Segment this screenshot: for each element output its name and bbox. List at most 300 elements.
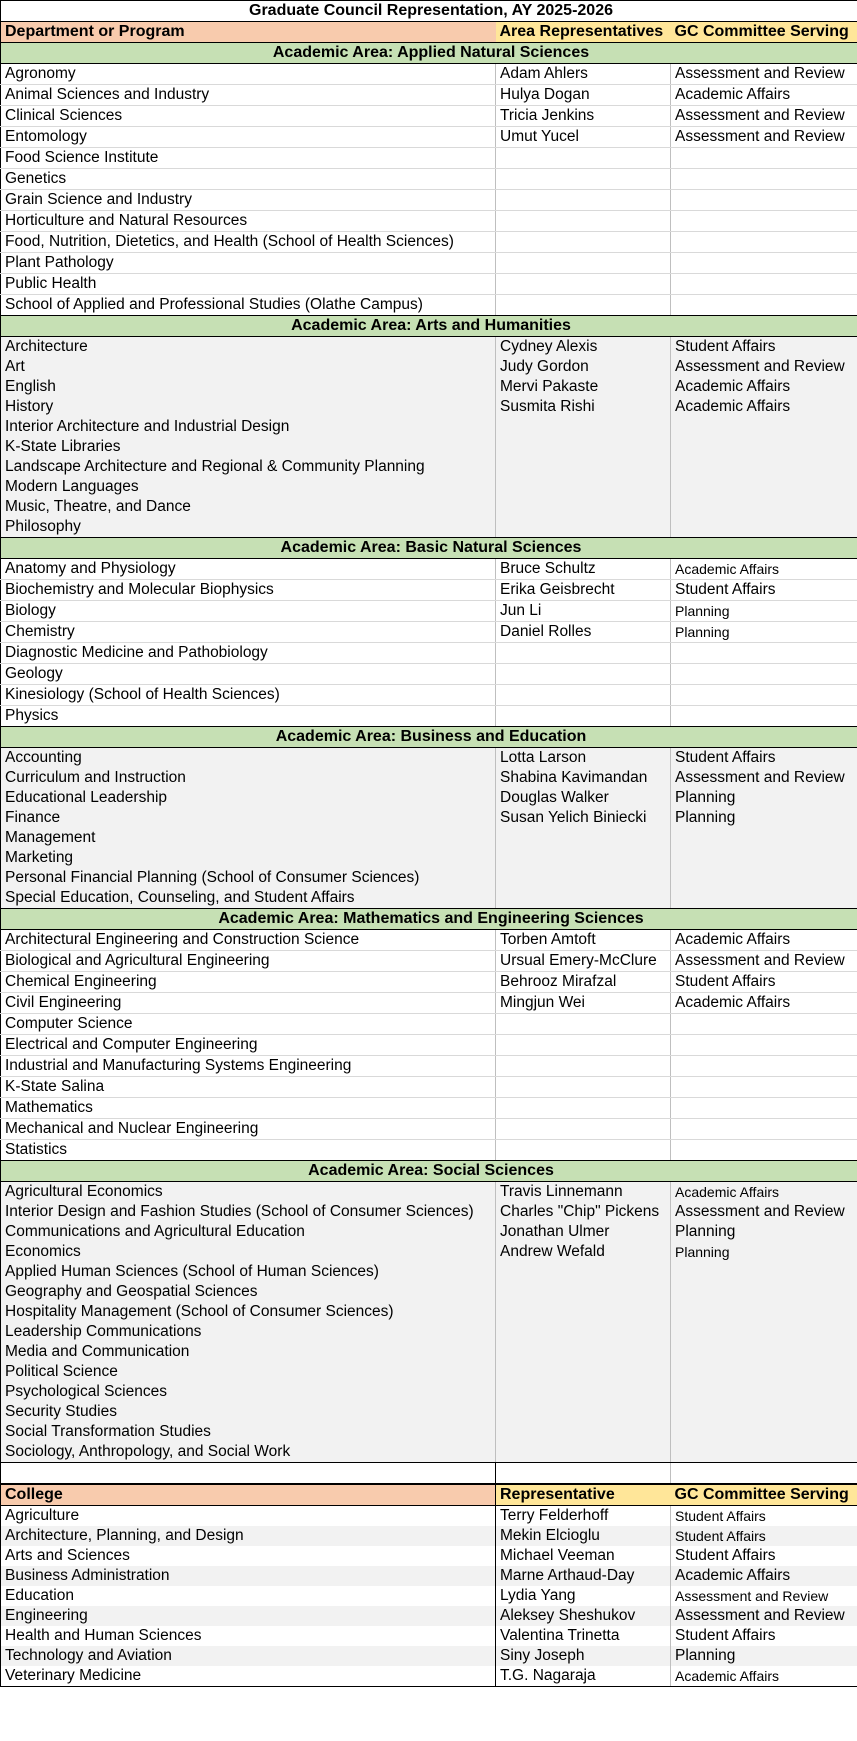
representative-cell: Lotta Larson — [496, 748, 671, 769]
department-cell: Public Health — [1, 274, 496, 295]
representative-cell — [496, 1119, 671, 1140]
representative-cell — [496, 148, 671, 169]
department-cell: Modern Languages — [1, 477, 496, 497]
table-row — [1, 1222, 857, 1242]
committee-cell: Student Affairs — [671, 748, 857, 769]
department-cell: Educational Leadership — [1, 788, 496, 808]
department-cell: Interior Design and Fashion Studies (School of Consumer Sciences) — [1, 1202, 496, 1222]
representative-cell — [496, 828, 671, 848]
department-cell: Anatomy and Physiology — [1, 559, 496, 580]
college-cell: Education — [1, 1586, 496, 1606]
representative-cell — [496, 295, 671, 316]
area-header-row — [1, 43, 857, 64]
department-cell: Art — [1, 357, 496, 377]
area-header: Academic Area: Basic Natural Sciences — [1, 538, 857, 559]
table-row — [1, 437, 857, 457]
header-college-committee: GC Committee Serving — [671, 1484, 857, 1506]
representative-cell — [496, 706, 671, 727]
department-cell: Landscape Architecture and Regional & Community Planning — [1, 457, 496, 477]
representative-cell — [496, 477, 671, 497]
representative-cell: Cydney Alexis — [496, 337, 671, 358]
committee-cell — [671, 1342, 857, 1362]
table-row — [1, 1282, 857, 1302]
header-college: College — [1, 1484, 496, 1506]
committee-cell — [671, 664, 857, 685]
college-row — [1, 1586, 857, 1606]
committee-cell — [671, 1014, 857, 1035]
college-cell: Agriculture — [1, 1506, 496, 1527]
committee-cell: Student Affairs — [671, 972, 857, 993]
college-cell: Veterinary Medicine — [1, 1666, 496, 1687]
area-header: Academic Area: Arts and Humanities — [1, 316, 857, 337]
committee-cell — [671, 417, 857, 437]
representative-cell — [496, 1422, 671, 1442]
department-cell: Political Science — [1, 1362, 496, 1382]
representative-cell: T.G. Nagaraja — [496, 1666, 671, 1687]
department-cell: Media and Communication — [1, 1342, 496, 1362]
committee-cell: Planning — [671, 788, 857, 808]
representative-cell: Hulya Dogan — [496, 85, 671, 106]
table-row — [1, 1035, 857, 1056]
header-department: Department or Program — [1, 22, 496, 43]
department-cell: Philosophy — [1, 517, 496, 538]
committee-cell — [671, 232, 857, 253]
table-row — [1, 972, 857, 993]
representative-cell — [496, 1402, 671, 1422]
table-row — [1, 643, 857, 664]
committee-cell — [671, 1302, 857, 1322]
table-row — [1, 64, 857, 85]
representative-cell: Torben Amtoft — [496, 930, 671, 951]
page-title: Graduate Council Representation, AY 2025-2026 — [1, 1, 857, 22]
committee-cell — [671, 517, 857, 538]
column-header-row — [1, 22, 857, 43]
representative-cell: Jun Li — [496, 601, 671, 622]
representative-cell — [496, 497, 671, 517]
department-cell: Statistics — [1, 1140, 496, 1161]
representative-cell — [496, 232, 671, 253]
representative-cell — [496, 685, 671, 706]
department-cell: Geography and Geospatial Sciences — [1, 1282, 496, 1302]
department-cell: Psychological Sciences — [1, 1382, 496, 1402]
college-header-row — [1, 1484, 857, 1506]
department-cell: Geology — [1, 664, 496, 685]
department-cell: Curriculum and Instruction — [1, 768, 496, 788]
representative-cell — [496, 643, 671, 664]
college-cell: Engineering — [1, 1606, 496, 1626]
department-cell: Architectural Engineering and Construction Science — [1, 930, 496, 951]
representative-cell — [496, 190, 671, 211]
representative-cell — [496, 888, 671, 909]
department-cell: Biological and Agricultural Engineering — [1, 951, 496, 972]
committee-cell — [671, 1098, 857, 1119]
committee-cell — [671, 1382, 857, 1402]
committee-cell: Assessment and Review — [671, 768, 857, 788]
department-cell: Communications and Agricultural Education — [1, 1222, 496, 1242]
representative-cell: Adam Ahlers — [496, 64, 671, 85]
table-row — [1, 930, 857, 951]
committee-cell: Assessment and Review — [671, 1606, 857, 1626]
table-row — [1, 559, 857, 580]
department-cell: Management — [1, 828, 496, 848]
college-row — [1, 1506, 857, 1527]
department-cell: Mathematics — [1, 1098, 496, 1119]
committee-cell — [671, 1362, 857, 1382]
table-row — [1, 337, 857, 358]
representative-cell: Terry Felderhoff — [496, 1506, 671, 1527]
representative-cell: Bruce Schultz — [496, 559, 671, 580]
table-row — [1, 685, 857, 706]
representative-cell — [496, 1014, 671, 1035]
table-row — [1, 848, 857, 868]
representative-cell — [496, 253, 671, 274]
area-header: Academic Area: Applied Natural Sciences — [1, 43, 857, 64]
table-row — [1, 397, 857, 417]
department-cell: Food, Nutrition, Dietetics, and Health (School of Health Sciences) — [1, 232, 496, 253]
department-cell: Grain Science and Industry — [1, 190, 496, 211]
committee-cell: Student Affairs — [671, 1546, 857, 1566]
department-cell: Clinical Sciences — [1, 106, 496, 127]
committee-cell: Student Affairs — [671, 337, 857, 358]
committee-cell — [671, 706, 857, 727]
department-cell: Electrical and Computer Engineering — [1, 1035, 496, 1056]
table-row — [1, 517, 857, 538]
committee-cell — [671, 1422, 857, 1442]
department-cell: Kinesiology (School of Health Sciences) — [1, 685, 496, 706]
department-cell: Security Studies — [1, 1402, 496, 1422]
committee-cell: Assessment and Review — [671, 357, 857, 377]
area-header-row — [1, 1161, 857, 1182]
committee-cell: Assessment and Review — [671, 951, 857, 972]
table-row — [1, 295, 857, 316]
committee-cell: Academic Affairs — [671, 85, 857, 106]
representative-cell: Behrooz Mirafzal — [496, 972, 671, 993]
college-row — [1, 1526, 857, 1546]
representative-cell: Susmita Rishi — [496, 397, 671, 417]
committee-cell: Planning — [671, 601, 857, 622]
department-cell: Accounting — [1, 748, 496, 769]
representative-cell — [496, 1442, 671, 1463]
committee-cell — [671, 685, 857, 706]
committee-cell — [671, 295, 857, 316]
table-row — [1, 828, 857, 848]
header-committee: GC Committee Serving — [671, 22, 857, 43]
representative-cell — [496, 1077, 671, 1098]
table-row — [1, 1182, 857, 1203]
area-header-row — [1, 538, 857, 559]
department-cell: Interior Architecture and Industrial Design — [1, 417, 496, 437]
table-row — [1, 706, 857, 727]
representative-cell: Siny Joseph — [496, 1646, 671, 1666]
table-row — [1, 1098, 857, 1119]
table-row — [1, 1202, 857, 1222]
representative-cell: Marne Arthaud-Day — [496, 1566, 671, 1586]
committee-cell: Student Affairs — [671, 1526, 857, 1546]
department-cell: Animal Sciences and Industry — [1, 85, 496, 106]
committee-cell: Planning — [671, 808, 857, 828]
committee-cell: Assessment and Review — [671, 127, 857, 148]
representative-cell: Judy Gordon — [496, 357, 671, 377]
representative-cell: Erika Geisbrecht — [496, 580, 671, 601]
table-row — [1, 951, 857, 972]
representative-cell — [496, 274, 671, 295]
area-header-row — [1, 727, 857, 748]
department-cell: Leadership Communications — [1, 1322, 496, 1342]
table-row — [1, 127, 857, 148]
department-cell: Personal Financial Planning (School of Consumer Sciences) — [1, 868, 496, 888]
department-cell: Computer Science — [1, 1014, 496, 1035]
college-row — [1, 1546, 857, 1566]
college-cell: Health and Human Sciences — [1, 1626, 496, 1646]
department-cell: Chemical Engineering — [1, 972, 496, 993]
representative-cell — [496, 1262, 671, 1282]
committee-cell — [671, 211, 857, 232]
representative-cell — [496, 169, 671, 190]
department-cell: Finance — [1, 808, 496, 828]
committee-cell: Academic Affairs — [671, 1566, 857, 1586]
committee-cell — [671, 1322, 857, 1342]
department-cell: Chemistry — [1, 622, 496, 643]
department-cell: Applied Human Sciences (School of Human Sciences) — [1, 1262, 496, 1282]
committee-cell — [671, 1140, 857, 1161]
area-header: Academic Area: Mathematics and Engineering Sciences — [1, 909, 857, 930]
department-cell: Marketing — [1, 848, 496, 868]
area-header: Academic Area: Business and Education — [1, 727, 857, 748]
department-cell: Genetics — [1, 169, 496, 190]
committee-cell: Student Affairs — [671, 1626, 857, 1646]
committee-cell — [671, 497, 857, 517]
table-row — [1, 417, 857, 437]
department-cell: Social Transformation Studies — [1, 1422, 496, 1442]
department-cell: English — [1, 377, 496, 397]
committee-cell — [671, 253, 857, 274]
committee-cell: Planning — [671, 1646, 857, 1666]
table-row — [1, 1140, 857, 1161]
committee-cell — [671, 1056, 857, 1077]
college-cell: Arts and Sciences — [1, 1546, 496, 1566]
department-cell: Agronomy — [1, 64, 496, 85]
committee-cell: Academic Affairs — [671, 1666, 857, 1687]
department-cell: Entomology — [1, 127, 496, 148]
table-row — [1, 993, 857, 1014]
table-row — [1, 1382, 857, 1402]
representative-cell: Shabina Kavimandan — [496, 768, 671, 788]
committee-cell — [671, 274, 857, 295]
table-row — [1, 106, 857, 127]
committee-cell: Academic Affairs — [671, 559, 857, 580]
committee-cell: Academic Affairs — [671, 993, 857, 1014]
table-row — [1, 888, 857, 909]
department-cell: History — [1, 397, 496, 417]
college-cell: Technology and Aviation — [1, 1646, 496, 1666]
table-row — [1, 85, 857, 106]
representative-cell — [496, 417, 671, 437]
representative-cell — [496, 664, 671, 685]
table-row — [1, 580, 857, 601]
committee-cell: Planning — [671, 622, 857, 643]
committee-cell: Academic Affairs — [671, 397, 857, 417]
committee-cell — [671, 457, 857, 477]
table-row — [1, 1014, 857, 1035]
table-row — [1, 253, 857, 274]
table-row — [1, 148, 857, 169]
table-row — [1, 868, 857, 888]
department-cell: Industrial and Manufacturing Systems Engineering — [1, 1056, 496, 1077]
title-row — [1, 1, 857, 22]
department-cell: Special Education, Counseling, and Student Affairs — [1, 888, 496, 909]
representative-cell: Charles "Chip" Pickens — [496, 1202, 671, 1222]
department-cell: Architecture — [1, 337, 496, 358]
spacer-cell — [496, 1463, 671, 1485]
table-row — [1, 377, 857, 397]
committee-cell — [671, 828, 857, 848]
representative-cell: Mingjun Wei — [496, 993, 671, 1014]
table-row — [1, 477, 857, 497]
table-row — [1, 1262, 857, 1282]
table-row — [1, 768, 857, 788]
college-row — [1, 1606, 857, 1626]
representative-cell — [496, 211, 671, 232]
representative-cell — [496, 1382, 671, 1402]
representative-cell: Umut Yucel — [496, 127, 671, 148]
representative-cell — [496, 1098, 671, 1119]
committee-cell — [671, 1402, 857, 1422]
representative-cell: Mekin Elcioglu — [496, 1526, 671, 1546]
table-row — [1, 457, 857, 477]
representative-cell: Lydia Yang — [496, 1586, 671, 1606]
table-row — [1, 1119, 857, 1140]
spacer-row — [1, 1463, 857, 1485]
spacer-cell — [1, 1463, 496, 1485]
representative-cell — [496, 517, 671, 538]
area-header-row — [1, 316, 857, 337]
table-row — [1, 788, 857, 808]
department-cell: Sociology, Anthropology, and Social Work — [1, 1442, 496, 1463]
representative-cell — [496, 848, 671, 868]
committee-cell — [671, 1119, 857, 1140]
table-row — [1, 1342, 857, 1362]
representative-cell — [496, 1282, 671, 1302]
committee-cell — [671, 1282, 857, 1302]
area-header: Academic Area: Social Sciences — [1, 1161, 857, 1182]
representative-cell: Aleksey Sheshukov — [496, 1606, 671, 1626]
committee-cell: Assessment and Review — [671, 1202, 857, 1222]
table-row — [1, 190, 857, 211]
committee-cell — [671, 1035, 857, 1056]
representative-cell: Andrew Wefald — [496, 1242, 671, 1262]
table-row — [1, 357, 857, 377]
department-cell: Food Science Institute — [1, 148, 496, 169]
committee-cell: Planning — [671, 1222, 857, 1242]
table-row — [1, 274, 857, 295]
header-representative: Representative — [496, 1484, 671, 1506]
representative-cell — [496, 1322, 671, 1342]
department-cell: Hospitality Management (School of Consumer Sciences) — [1, 1302, 496, 1322]
table-row — [1, 1056, 857, 1077]
department-cell: Biochemistry and Molecular Biophysics — [1, 580, 496, 601]
committee-cell — [671, 148, 857, 169]
representative-cell — [496, 1362, 671, 1382]
representative-cell: Daniel Rolles — [496, 622, 671, 643]
college-row — [1, 1666, 857, 1687]
committee-cell — [671, 848, 857, 868]
committee-cell: Student Affairs — [671, 1506, 857, 1527]
college-cell: Business Administration — [1, 1566, 496, 1586]
representative-cell: Jonathan Ulmer — [496, 1222, 671, 1242]
table-row — [1, 169, 857, 190]
committee-cell: Assessment and Review — [671, 106, 857, 127]
committee-cell: Student Affairs — [671, 580, 857, 601]
table-row — [1, 748, 857, 769]
department-cell: Horticulture and Natural Resources — [1, 211, 496, 232]
representative-cell — [496, 1035, 671, 1056]
committee-cell: Academic Affairs — [671, 377, 857, 397]
department-cell: School of Applied and Professional Studies (Olathe Campus) — [1, 295, 496, 316]
representative-cell: Michael Veeman — [496, 1546, 671, 1566]
college-cell: Architecture, Planning, and Design — [1, 1526, 496, 1546]
table-row — [1, 211, 857, 232]
table-row — [1, 1422, 857, 1442]
department-cell: Agricultural Economics — [1, 1182, 496, 1203]
representative-cell: Mervi Pakaste — [496, 377, 671, 397]
department-cell: K-State Libraries — [1, 437, 496, 457]
committee-cell — [671, 643, 857, 664]
committee-cell: Academic Affairs — [671, 930, 857, 951]
table-row — [1, 1077, 857, 1098]
department-cell: Diagnostic Medicine and Pathobiology — [1, 643, 496, 664]
department-cell: K-State Salina — [1, 1077, 496, 1098]
department-cell: Physics — [1, 706, 496, 727]
committee-cell — [671, 1442, 857, 1463]
representative-cell — [496, 1056, 671, 1077]
department-cell: Music, Theatre, and Dance — [1, 497, 496, 517]
representative-cell — [496, 437, 671, 457]
committee-cell — [671, 1077, 857, 1098]
committee-cell — [671, 169, 857, 190]
representative-cell — [496, 457, 671, 477]
college-row — [1, 1566, 857, 1586]
department-cell: Plant Pathology — [1, 253, 496, 274]
table-row — [1, 808, 857, 828]
representative-cell: Travis Linnemann — [496, 1182, 671, 1203]
representative-cell — [496, 1140, 671, 1161]
representative-cell — [496, 868, 671, 888]
table-row — [1, 601, 857, 622]
committee-cell — [671, 1262, 857, 1282]
table-row — [1, 232, 857, 253]
representative-cell: Douglas Walker — [496, 788, 671, 808]
committee-cell — [671, 190, 857, 211]
committee-cell: Assessment and Review — [671, 1586, 857, 1606]
representative-cell: Susan Yelich Biniecki — [496, 808, 671, 828]
table-row — [1, 1302, 857, 1322]
representative-cell — [496, 1342, 671, 1362]
department-cell: Civil Engineering — [1, 993, 496, 1014]
college-row — [1, 1646, 857, 1666]
header-area-representatives: Area Representatives — [496, 22, 671, 43]
committee-cell — [671, 888, 857, 909]
committee-cell — [671, 868, 857, 888]
department-cell: Biology — [1, 601, 496, 622]
representative-cell: Valentina Trinetta — [496, 1626, 671, 1646]
table-row — [1, 1322, 857, 1342]
committee-cell — [671, 437, 857, 457]
area-header-row — [1, 909, 857, 930]
department-cell: Economics — [1, 1242, 496, 1262]
committee-cell: Planning — [671, 1242, 857, 1262]
representative-cell: Ursual Emery-McClure — [496, 951, 671, 972]
table-row — [1, 1442, 857, 1463]
